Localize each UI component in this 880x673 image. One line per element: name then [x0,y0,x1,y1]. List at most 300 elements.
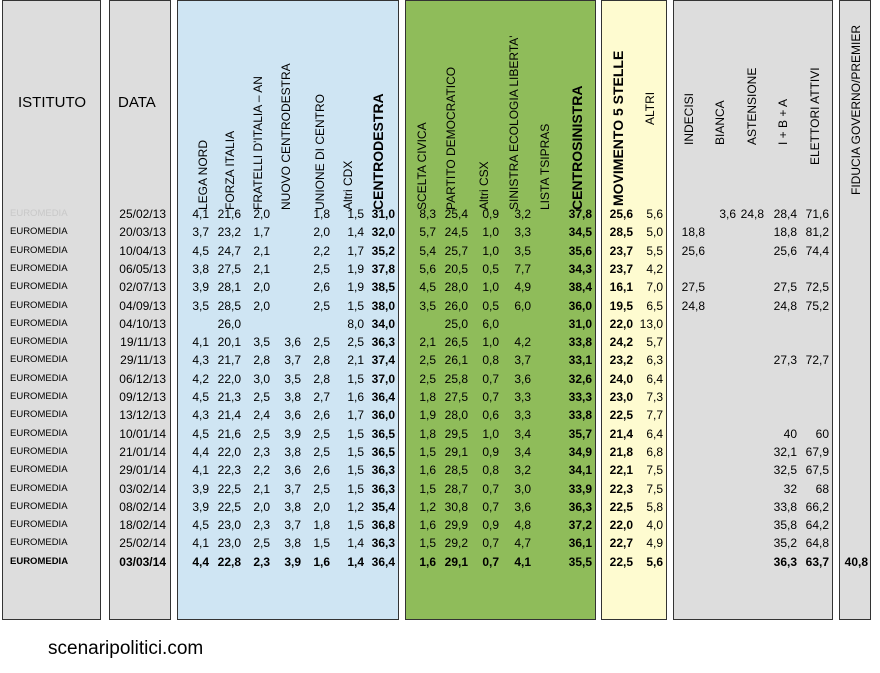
cell-fdi: 2,4 [253,408,270,423]
cell-csx: 37,2 [568,518,592,533]
cell-fi: 21,7 [217,353,241,368]
cell-bia: 3,6 [719,207,736,221]
cell-acdx: 8,0 [347,316,364,331]
cell-fi: 22,0 [217,371,241,386]
cell-ln: 3,8 [192,261,209,276]
cell-pd: 29,5 [444,426,468,441]
cell-sc: 1,5 [419,444,436,459]
cell-pd: 25,4 [444,207,468,221]
cell-acdx: 1,5 [347,298,364,313]
cell-sel: 4,7 [514,536,531,551]
cell-ele: 68 [815,481,829,496]
cell-m5s: 22,3 [609,481,633,496]
cell-udc: 2,5 [313,444,330,459]
cell-sc: 5,4 [419,243,436,258]
cell-acsx: 0,7 [482,499,499,514]
cell-ln: 4,1 [192,335,209,350]
cell-sel: 3,2 [514,463,531,478]
cell-ele: 75,2 [805,298,829,313]
cell-pd: 20,5 [444,261,468,276]
cell-fdi: 2,1 [253,261,270,276]
cell-cdx: 36,5 [371,444,395,459]
cell-udc: 1,6 [313,554,330,569]
cell-ncd: 3,6 [284,335,301,350]
cell-sc: 1,6 [419,554,436,569]
cell-data: 10/04/13 [119,243,166,258]
cell-fdi: 2,0 [253,499,270,514]
cell-sel: 4,1 [514,554,531,569]
cell-pd: 28,5 [444,463,468,478]
cell-csx: 31,0 [568,316,592,331]
cell-sel: 3,2 [514,207,531,221]
cell-csx: 36,1 [568,536,592,551]
cell-ln: 4,4 [192,444,209,459]
cell-istituto: EUROMEDIA [10,336,68,348]
cell-ln: 4,3 [192,353,209,368]
cell-m5s: 21,8 [609,444,633,459]
cell-udc: 2,2 [313,243,330,258]
cell-cdx: 36,5 [371,426,395,441]
cell-m5s: 23,2 [609,353,633,368]
cell-cdx: 36,3 [371,481,395,496]
cell-istituto: EUROMEDIA [10,372,68,384]
cell-udc: 2,0 [313,225,330,240]
cell-acsx: 0,7 [482,554,499,569]
cell-fi: 27,5 [217,261,241,276]
cell-acdx: 1,5 [347,518,364,533]
cell-m5s: 22,5 [609,499,633,514]
cell-fi: 21,6 [217,426,241,441]
cell-csx: 38,4 [568,280,592,295]
cell-sc: 2,5 [419,371,436,386]
cell-ncd: 3,5 [284,371,301,386]
cell-m5s: 28,5 [609,225,633,240]
cell-alt: 5,6 [646,207,663,221]
cell-pd: 26,5 [444,335,468,350]
cell-acdx: 1,2 [347,499,364,514]
cell-fdi: 3,5 [253,335,270,350]
cell-istituto: EUROMEDIA [10,262,68,274]
cell-sc: 1,6 [419,518,436,533]
cell-fi: 28,1 [217,280,241,295]
cell-cdx: 36,3 [371,335,395,350]
cell-fdi: 2,3 [253,444,270,459]
cell-alt: 5,7 [646,335,663,350]
cell-udc: 1,8 [313,207,330,221]
cell-ncd: 3,9 [284,554,301,569]
cell-m5s: 22,5 [609,554,633,569]
cell-fi: 22,5 [217,499,241,514]
cell-udc: 2,6 [313,408,330,423]
cell-cdx: 37,8 [371,261,395,276]
cell-m5s: 16,1 [609,280,633,295]
cell-iba: 35,2 [773,536,797,551]
header-indecisi [682,131,698,145]
cell-iba: 32,1 [773,444,797,459]
cell-istituto: EUROMEDIA [10,354,68,366]
cell-ln: 4,4 [192,554,209,569]
cell-acsx: 0,9 [482,518,499,533]
cell-alt: 7,0 [646,280,663,295]
cell-pd: 26,1 [444,353,468,368]
cell-ele: 60 [815,426,829,441]
cell-pd: 24,5 [444,225,468,240]
cell-sel: 3,3 [514,390,531,404]
cell-istituto: EUROMEDIA [10,519,68,531]
header-data: DATA [118,94,156,111]
cell-csx: 35,5 [568,554,592,569]
cell-iba: 36,3 [773,554,797,569]
cell-fi: 22,5 [217,481,241,496]
cell-acdx: 2,5 [347,335,364,350]
header-lista-tsipras [538,196,554,210]
cell-fi: 21,6 [217,207,241,221]
cell-fid: 40,8 [844,554,868,569]
cell-fi: 24,7 [217,243,241,258]
cell-pd: 26,0 [444,298,468,313]
cell-pd: 28,0 [444,408,468,423]
cell-pd: 29,1 [444,444,468,459]
cell-pd: 29,9 [444,518,468,533]
cell-csx: 33,8 [568,335,592,350]
cell-csx: 36,3 [568,499,592,514]
cell-acdx: 1,7 [347,408,364,423]
cell-acsx: 1,0 [482,280,499,295]
cell-fdi: 2,0 [253,298,270,313]
cell-data: 20/03/13 [119,225,166,240]
cell-istituto: EUROMEDIA [10,391,68,402]
cell-udc: 2,5 [313,481,330,496]
cell-acsx: 1,0 [482,225,499,240]
cell-m5s: 24,2 [609,335,633,350]
cell-data: 02/07/13 [119,280,166,295]
cell-ncd: 3,8 [284,536,301,551]
cell-m5s: 24,0 [609,371,633,386]
cell-pd: 27,5 [444,390,468,404]
cell-ele: 71,6 [805,207,829,221]
cell-fi: 21,3 [217,390,241,404]
cell-data: 04/09/13 [119,298,166,313]
cell-pd: 25,7 [444,243,468,258]
cell-acsx: 0,6 [482,408,499,423]
cell-cdx: 36,4 [371,554,395,569]
cell-ind: 27,5 [681,280,705,295]
cell-acsx: 1,0 [482,243,499,258]
header-astensione [745,131,761,145]
cell-data: 18/02/14 [119,518,166,533]
cell-sc: 1,8 [419,390,436,404]
cell-fdi: 2,1 [253,481,270,496]
cell-iba: 32 [783,481,797,496]
cell-ncd: 3,8 [284,390,301,404]
cell-ind: 18,8 [681,225,705,240]
cell-alt: 6,8 [646,444,663,459]
cell-sel: 3,4 [514,444,531,459]
cell-sc: 8,3 [419,207,436,221]
cell-ncd: 3,7 [284,481,301,496]
cell-ncd: 3,6 [284,463,301,478]
cell-sel: 6,0 [514,298,531,313]
cell-cdx: 36,4 [371,390,395,404]
cell-fi: 23,2 [217,225,241,240]
cell-sc: 2,5 [419,353,436,368]
cell-alt: 5,5 [646,243,663,258]
cell-sc: 1,9 [419,408,436,423]
cell-acdx: 1,7 [347,243,364,258]
cell-sel: 3,4 [514,426,531,441]
cell-data: 19/11/13 [120,335,166,350]
cell-sc: 4,5 [419,280,436,295]
cell-data: 04/10/13 [119,316,166,331]
cell-acsx: 0,9 [482,444,499,459]
header-istituto: ISTITUTO [18,94,87,111]
cell-istituto: EUROMEDIA [10,555,69,567]
cell-udc: 2,6 [313,463,330,478]
cell-ln: 3,9 [192,481,209,496]
cell-csx: 34,9 [568,444,592,459]
cell-data: 29/11/13 [120,353,166,368]
cell-acsx: 1,0 [482,335,499,350]
cell-ln: 3,9 [192,280,209,295]
cell-sel: 4,2 [514,335,531,350]
cell-m5s: 23,7 [609,261,633,276]
cell-csx: 32,6 [568,371,592,386]
cell-istituto: EUROMEDIA [10,299,68,311]
cell-sel: 3,6 [514,371,531,386]
cell-alt: 7,7 [646,408,663,423]
cell-sel: 4,9 [514,280,531,295]
cell-istituto: EUROMEDIA [10,208,68,219]
cell-ln: 4,1 [192,207,209,221]
header-altri [643,111,659,125]
cell-pd: 29,2 [444,536,468,551]
cell-sel: 3,0 [514,481,531,496]
cell-ele: 74,4 [805,243,829,258]
cell-data: 25/02/13 [119,207,166,221]
cell-ind: 24,8 [681,298,705,313]
cell-cdx: 37,0 [371,371,395,386]
cell-data: 09/12/13 [119,390,166,404]
header-m5s [611,192,627,206]
cell-alt: 4,9 [646,536,663,551]
cell-csx: 33,1 [568,353,592,368]
cell-data: 25/02/14 [119,536,166,551]
cell-alt: 6,4 [646,371,663,386]
cell-ele: 64,2 [805,518,829,533]
cell-acsx: 0,7 [482,481,499,496]
cell-csx: 37,8 [568,207,592,221]
cell-ast: 24,8 [740,207,764,221]
cell-fdi: 2,0 [253,207,270,221]
cell-iba: 25,6 [773,243,797,258]
cell-ncd: 3,7 [284,518,301,533]
cell-alt: 6,5 [646,298,663,313]
cell-istituto: EUROMEDIA [10,244,68,256]
cell-iba: 18,8 [773,225,797,240]
cell-cdx: 36,0 [371,408,395,423]
cell-cdx: 37,4 [371,353,395,368]
cell-data: 06/05/13 [119,261,166,276]
cell-acdx: 1,9 [347,280,364,295]
cell-udc: 2,7 [313,390,330,404]
cell-fdi: 2,5 [253,390,270,404]
cell-acdx: 1,5 [347,444,364,459]
cell-ln: 4,5 [192,426,209,441]
cell-sel: 3,7 [514,353,531,368]
cell-udc: 2,8 [313,353,330,368]
cell-csx: 35,6 [568,243,592,258]
cell-acdx: 1,6 [347,390,364,404]
cell-ele: 67,5 [805,463,829,478]
cell-csx: 34,3 [568,261,592,276]
cell-istituto: EUROMEDIA [10,537,68,549]
cell-fi: 23,0 [217,536,241,551]
cell-cdx: 36,8 [371,518,395,533]
cell-ncd: 3,7 [284,353,301,368]
cell-istituto: EUROMEDIA [10,500,68,512]
cell-cdx: 31,0 [371,207,395,221]
cell-data: 21/01/14 [119,444,166,459]
header-fiducia [849,181,865,195]
cell-alt: 7,5 [646,463,663,478]
cell-iba: 24,8 [773,298,797,313]
cell-csx: 36,0 [568,298,592,313]
cell-udc: 2,0 [313,499,330,514]
cell-ln: 4,3 [192,408,209,423]
cell-alt: 6,3 [646,353,663,368]
cell-ln: 4,5 [192,243,209,258]
cell-iba: 40 [783,426,797,441]
cell-iba: 27,3 [773,353,797,368]
cell-udc: 2,6 [313,280,330,295]
cell-acdx: 1,5 [347,371,364,386]
cell-m5s: 22,5 [609,408,633,423]
cell-ln: 3,9 [192,499,209,514]
cell-alt: 4,2 [646,261,663,276]
cell-acdx: 1,5 [347,463,364,478]
cell-m5s: 19,5 [609,298,633,313]
cell-fdi: 3,0 [253,371,270,386]
cell-udc: 2,5 [313,335,330,350]
cell-iba: 33,8 [773,499,797,514]
cell-istituto: EUROMEDIA [10,464,68,476]
cell-sc: 5,7 [419,225,436,240]
header-nuovo-centrodestra [279,196,295,210]
cell-cdx: 35,2 [371,243,395,258]
cell-sel: 3,6 [514,499,531,514]
cell-m5s: 22,0 [609,518,633,533]
cell-alt: 5,0 [646,225,663,240]
header-iba [776,131,792,145]
cell-fdi: 2,0 [253,280,270,295]
cell-istituto: EUROMEDIA [10,409,68,421]
cell-csx: 33,3 [568,390,592,404]
cell-fi: 21,4 [217,408,241,423]
cell-acsx: 0,8 [482,463,499,478]
cell-fdi: 2,1 [253,243,270,258]
cell-m5s: 23,7 [609,243,633,258]
cell-acdx: 1,5 [347,426,364,441]
cell-fdi: 2,5 [253,426,270,441]
cell-pd: 30,8 [444,499,468,514]
footer-source: scenaripolitici.com [48,638,204,659]
cell-acsx: 0,7 [482,390,499,404]
cell-acsx: 0,7 [482,536,499,551]
cell-fdi: 2,3 [253,518,270,533]
cell-acsx: 1,0 [482,426,499,441]
cell-m5s: 22,7 [609,536,633,551]
cell-m5s: 22,0 [609,316,633,331]
cell-ncd: 3,8 [284,499,301,514]
cell-ele: 72,7 [805,353,829,368]
cell-ln: 4,1 [192,536,209,551]
cell-sc: 5,6 [419,261,436,276]
cell-csx: 34,5 [568,225,592,240]
cell-sc: 3,5 [419,298,436,313]
cell-alt: 7,5 [646,481,663,496]
cell-cdx: 36,3 [371,463,395,478]
cell-fdi: 2,2 [253,463,270,478]
cell-sel: 4,8 [514,518,531,533]
cell-m5s: 25,6 [609,207,633,221]
cell-cdx: 32,0 [371,225,395,240]
cell-alt: 13,0 [639,316,663,331]
cell-sel: 3,3 [514,408,531,423]
cell-ele: 66,2 [805,499,829,514]
cell-sel: 3,3 [514,225,531,240]
cell-ln: 3,5 [192,298,209,313]
cell-m5s: 22,1 [609,463,633,478]
cell-acsx: 0,9 [482,207,499,221]
cell-sel: 3,5 [514,243,531,258]
cell-sc: 1,2 [419,499,436,514]
cell-acsx: 0,7 [482,371,499,386]
cell-alt: 4,0 [646,518,663,533]
cell-cdx: 36,3 [371,536,395,551]
cell-ln: 4,1 [192,463,209,478]
cell-sc: 1,8 [419,426,436,441]
cell-acsx: 0,5 [482,298,499,313]
cell-ele: 64,8 [805,536,829,551]
cell-udc: 2,5 [313,261,330,276]
cell-fi: 28,5 [217,298,241,313]
cell-fi: 22,0 [217,444,241,459]
cell-iba: 27,5 [773,280,797,295]
cell-csx: 34,1 [568,463,592,478]
cell-pd: 25,0 [444,316,468,331]
cell-ln: 4,5 [192,518,209,533]
cell-alt: 5,8 [646,499,663,514]
cell-istituto: EUROMEDIA [10,482,68,494]
cell-iba: 35,8 [773,518,797,533]
cell-fdi: 2,3 [253,554,270,569]
cell-ele: 72,5 [805,280,829,295]
cell-acdx: 1,9 [347,261,364,276]
cell-istituto: EUROMEDIA [10,281,68,293]
header-elettori-attivi [808,151,824,165]
cell-ncd: 3,9 [284,426,301,441]
cell-acdx: 1,5 [347,207,364,221]
cell-ncd: 3,6 [284,408,301,423]
cell-data: 29/01/14 [119,463,166,478]
cell-pd: 25,8 [444,371,468,386]
cell-fi: 26,0 [217,316,241,331]
cell-udc: 2,5 [313,298,330,313]
cell-pd: 28,7 [444,481,468,496]
cell-ln: 4,5 [192,390,209,404]
cell-data: 08/02/14 [119,499,166,514]
cell-m5s: 23,0 [609,390,633,404]
